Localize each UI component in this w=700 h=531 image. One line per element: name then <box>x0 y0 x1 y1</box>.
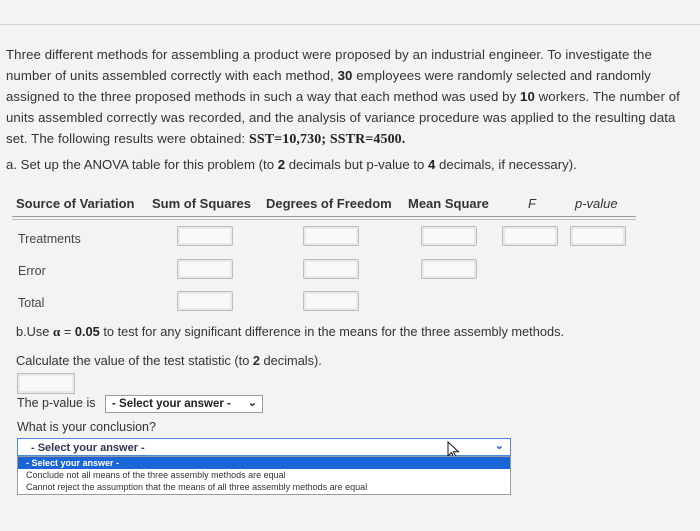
pvalue-input[interactable] <box>570 226 626 246</box>
pvalue-select[interactable] <box>105 395 263 413</box>
header-f: F <box>528 196 536 211</box>
problem-text-3: workers. The number of units assembled correctly was recorded, and the analysis of variance procedure was applied to the resulting data set. The following results were obtained: <box>6 89 680 146</box>
treatments-ms-input[interactable] <box>421 226 477 246</box>
dropdown-option[interactable]: Cannot reject the assumption that the means of all three assembly methods are equal <box>26 482 368 492</box>
header-rule-2 <box>12 219 636 220</box>
f-input[interactable] <box>502 226 558 246</box>
part-a-decimals: 2 <box>277 157 286 172</box>
header-pvalue: p-value <box>575 196 618 211</box>
chevron-down-icon: ⌄ <box>247 397 257 409</box>
anova-header <box>12 192 636 216</box>
row-label-error: Error <box>18 264 46 278</box>
problem-text-1: Three different methods for assembling a product were proposed by an industrial engineer. To investigate the number of units assembled correctly with each method, <box>6 47 652 83</box>
conclusion-select-value: - Select your answer - <box>31 442 145 454</box>
total-df-input[interactable] <box>303 291 359 311</box>
total-ss-input[interactable] <box>177 291 233 311</box>
conclusion-label: What is your conclusion? <box>17 420 156 434</box>
part-a-middle: decimals but p-value to <box>285 157 429 172</box>
calc-prefix: Calculate the value of the test statistic (to <box>16 353 253 368</box>
sst-label: SST <box>248 132 275 147</box>
error-ss-input[interactable] <box>177 259 233 279</box>
test-statistic-input[interactable] <box>17 373 75 394</box>
dropdown-option[interactable]: Conclude not all means of the three assembly methods are equal <box>26 470 286 480</box>
header-source: Source of Variation <box>16 196 135 211</box>
calc-suffix: decimals). <box>260 353 322 368</box>
pvalue-select-value: - Select your answer - <box>112 398 231 410</box>
calc-decimals: 2 <box>252 353 260 368</box>
sstr-label: SSTR <box>329 132 366 147</box>
treatments-ss-input[interactable] <box>177 226 233 246</box>
part-b-prefix: b.Use <box>16 324 53 339</box>
header-ss: Sum of Squares <box>152 196 251 211</box>
part-a-pdecimals: 4 <box>428 157 436 172</box>
header-ms: Mean Square <box>408 196 489 211</box>
dropdown-option[interactable]: - Select your answer - <box>18 457 510 469</box>
calc-instruction <box>16 353 322 368</box>
conclusion-dropdown-list <box>17 456 511 495</box>
row-label-total: Total <box>18 296 45 310</box>
error-df-input[interactable] <box>303 259 359 279</box>
row-label-treatments: Treatments <box>18 232 81 246</box>
alpha-equals: = <box>60 324 75 339</box>
header-df: Degrees of Freedom <box>266 196 392 211</box>
problem-text-2: employees were randomly selected and randomly assigned to the three proposed methods in such a way that each method was used by <box>6 68 651 104</box>
treatments-df-input[interactable] <box>303 226 359 246</box>
sstr-value: =4500. <box>365 132 406 147</box>
part-b-question <box>16 324 564 340</box>
alpha-value: 0.05 <box>74 324 100 339</box>
workers-count: 10 <box>520 89 535 104</box>
pvalue-label: The p-value is <box>17 396 96 410</box>
chevron-down-icon: ⌄ <box>494 440 504 452</box>
problem-statement <box>6 44 694 150</box>
error-ms-input[interactable] <box>421 259 477 279</box>
header-rule <box>12 216 636 217</box>
part-a-question <box>6 157 577 172</box>
conclusion-select[interactable] <box>17 438 511 456</box>
part-a-prefix: a. Set up the ANOVA table for this problem (to <box>6 157 278 172</box>
employees-count: 30 <box>337 68 353 83</box>
part-b-suffix: to test for any significant difference in the means for the three assembly methods. <box>99 324 565 339</box>
alpha-symbol: α <box>53 324 61 339</box>
part-a-suffix: decimals, if necessary). <box>435 157 577 172</box>
top-divider <box>0 24 700 25</box>
sst-value: =10,730; <box>274 132 327 147</box>
